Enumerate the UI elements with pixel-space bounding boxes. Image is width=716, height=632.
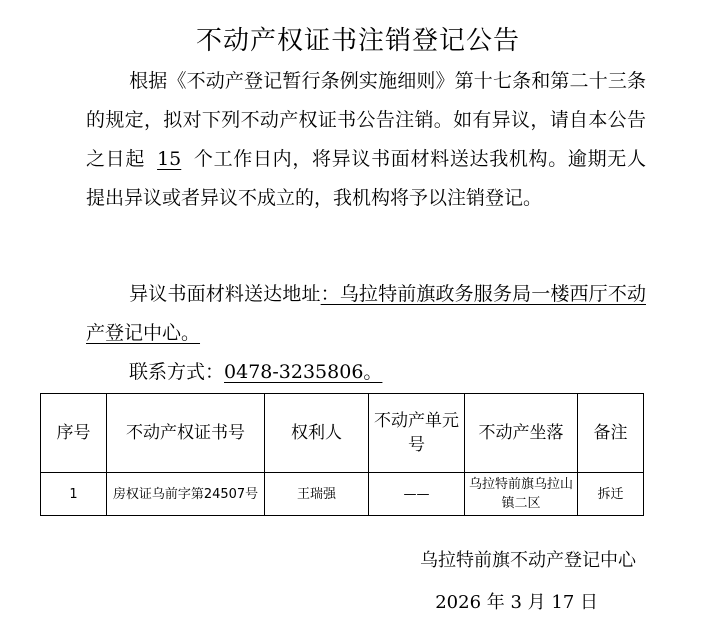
cell-remark: 拆迁 [578,473,644,516]
col-header-location: 不动产坐落 [465,394,578,473]
address-label: 异议书面材料送达地址 [129,283,321,305]
col-header-owner: 权利人 [265,394,369,473]
col-header-remark: 备注 [578,394,644,473]
notice-paragraph [86,62,646,218]
address-value: ：乌拉特前旗政务服务局一楼西厅不动产登记中心。 [86,283,646,344]
cell-unit-no: —— [369,473,465,516]
signature-org: 乌拉特前旗不动产登记中心 [420,550,636,571]
notice-text-lead: 根据《不动产登记暂行条例实施细则》第十七条和第二十三条的规定，拟对下列不动产权证书公告注销。如有异议，请自本公告之日起 [86,70,646,170]
contact-phone: 0478-3235806。 [224,361,383,383]
col-header-certificate-no: 不动产权证书号 [107,394,265,473]
table-row [41,473,644,516]
col-header-unit-no: 不动产单元号 [369,394,465,473]
objection-days: 15 [157,148,182,170]
contact-label: 联系方式： [129,361,225,383]
cell-owner: 王瑞强 [265,473,369,516]
cell-location: 乌拉特前旗乌拉山镇二区 [465,473,578,516]
certificate-table [40,393,644,516]
contact-paragraph [86,353,646,392]
page-title: 不动产权证书注销登记公告 [195,26,520,56]
col-header-index: 序号 [41,394,107,473]
signature-date: 2026 年 3 月 17 日 [435,592,598,613]
address-paragraph [86,275,646,353]
table-header-row [41,394,644,473]
notice-text-tail: 个工作日内，将异议书面材料送达我机构。逾期无人提出异议或者异议不成立的，我机构将予以注销登记。 [86,148,646,209]
cell-index: 1 [41,473,107,516]
cell-certificate-no: 房权证乌前字第24507号 [107,473,265,516]
